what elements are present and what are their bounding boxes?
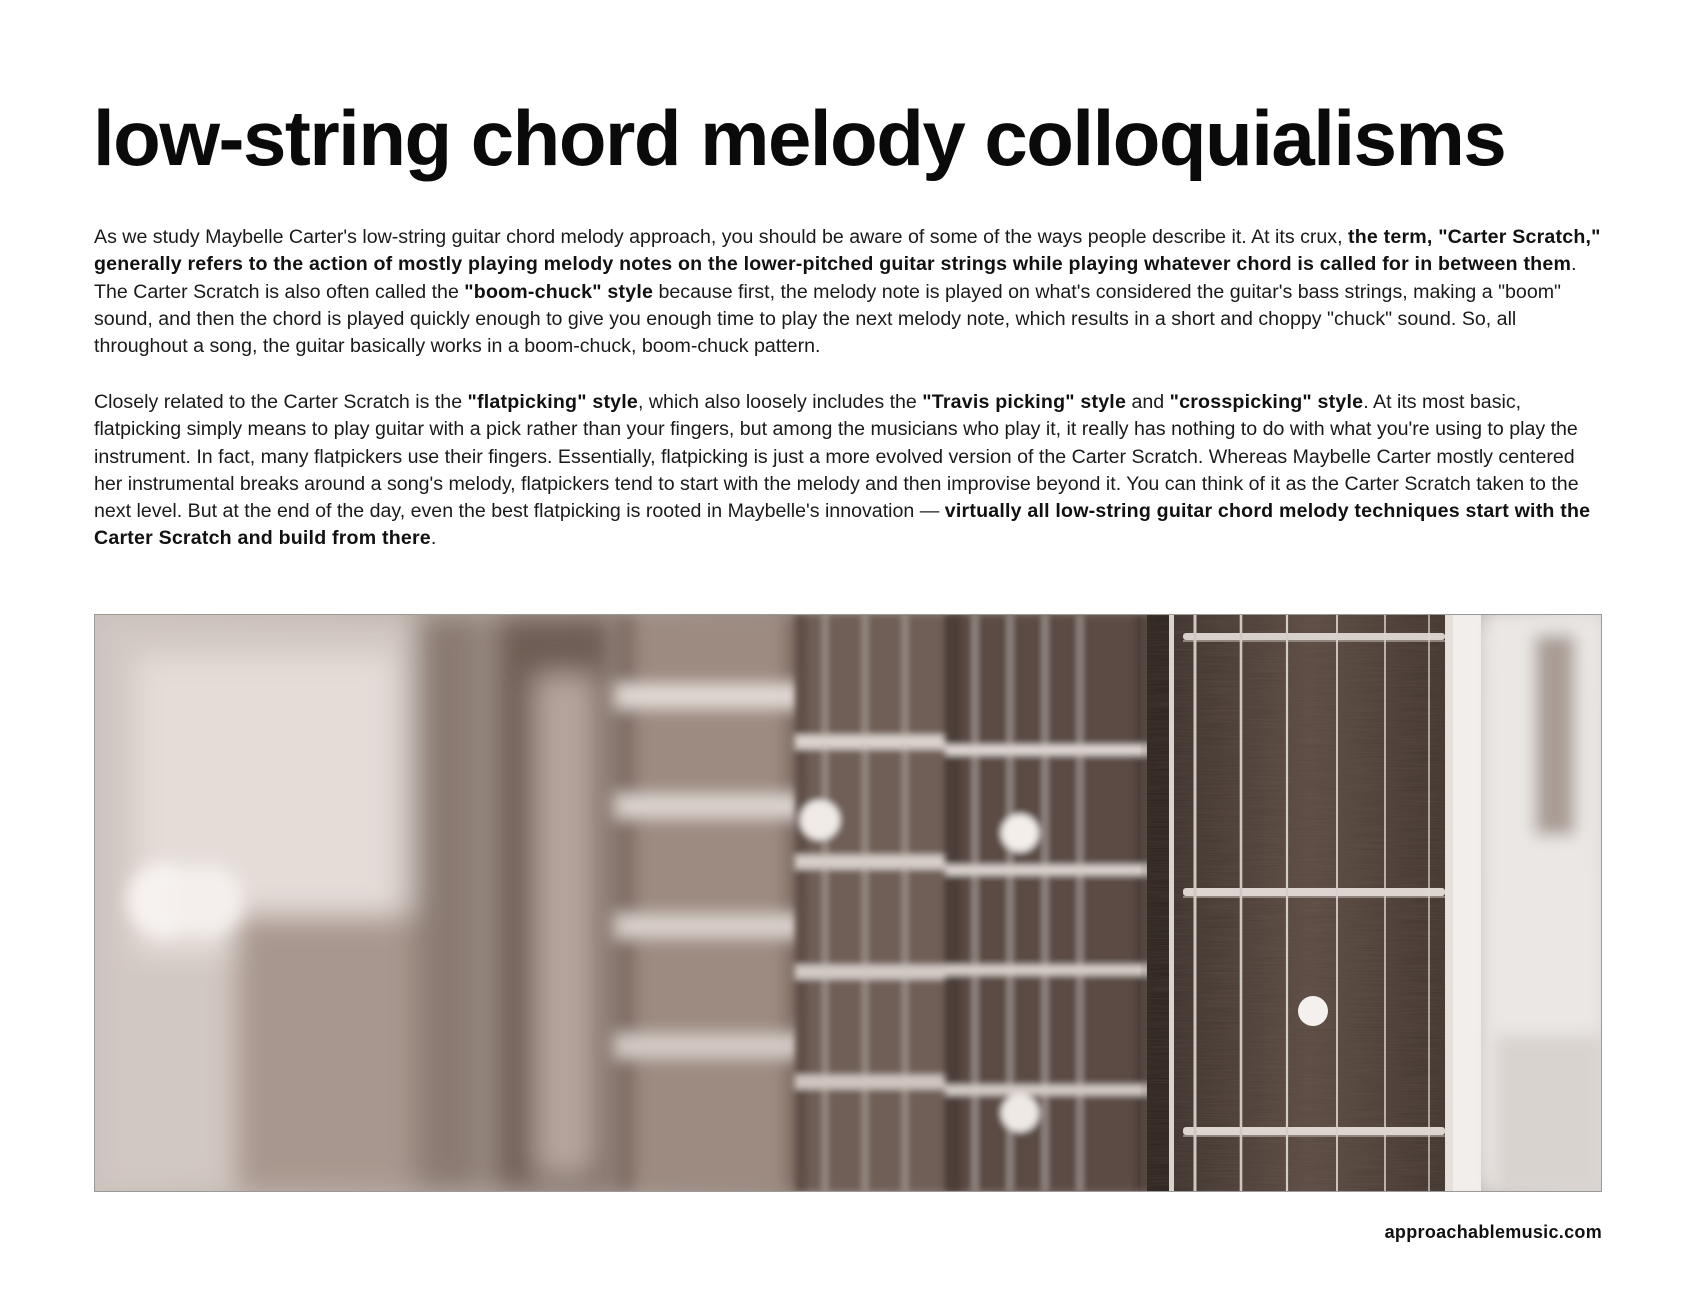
paragraph-text: As we study Maybelle Carter's low-string guitar chord melody approach, you should be aware of some of the ways people describe it. At its crux, bbox=[94, 226, 1348, 248]
emphasis-text: "flatpicking" style bbox=[467, 391, 639, 413]
footer-url: approachablemusic.com bbox=[1384, 1222, 1602, 1242]
guitar-fretboards-photo bbox=[94, 614, 1602, 1192]
emphasis-text: virtually all low-string guitar chord melody techniques start with the Carter Scratch and build from there bbox=[94, 500, 1591, 550]
page-title: low-string chord melody colloquialisms bbox=[93, 94, 1506, 182]
intro-paragraph bbox=[94, 224, 1604, 360]
emphasis-text: "boom-chuck" style bbox=[464, 280, 654, 303]
emphasis-text: the term, "Carter Scratch," generally refers to the action of mostly playing melody notes on the lower-pitched guitar strings while playing whatever chord is called for in between them bbox=[94, 226, 1601, 276]
emphasis-text: "Travis picking" style bbox=[922, 391, 1127, 413]
paragraph-text: , which also loosely includes the bbox=[638, 391, 923, 413]
paragraph-text: . bbox=[430, 527, 437, 550]
paragraph-text: . At its most basic, flatpicking simply means to play guitar with a pick rather than your fingers, but among the musicians who play it, it really has nothing to do with what you're using to play the instrument. In fact, many flatpickers use their fingers. Essentially, flatpicking is just a more evolved version of the Carter Scratch. Whereas Maybelle Carter mostly centered her instrumental breaks around a song's melody, flatpickers tend to start with the melody and then improvise beyond it. You can think of it as the Carter Scratch taken to the next level. But at the end of the day, even the best flatpicking is rooted in Maybelle's innovation — bbox=[94, 391, 1579, 523]
paragraph-text: and bbox=[1126, 391, 1170, 413]
paragraph-text: . The Carter Scratch is also often called the bbox=[94, 253, 1577, 303]
paragraph-text: Closely related to the Carter Scratch is the bbox=[94, 391, 468, 413]
flatpicking-paragraph bbox=[94, 389, 1604, 553]
paragraph-text: because first, the melody note is played on what's considered the guitar's bass strings, making a "boom" sound, and then the chord is played quickly enough to give you enough time to play the next melody note, which results in a short and choppy "chuck" sound. So, all throughout a song, the guitar basically works in a boom-chuck, boom-chuck pattern. bbox=[94, 280, 1562, 358]
emphasis-text: "crosspicking" style bbox=[1169, 391, 1364, 413]
